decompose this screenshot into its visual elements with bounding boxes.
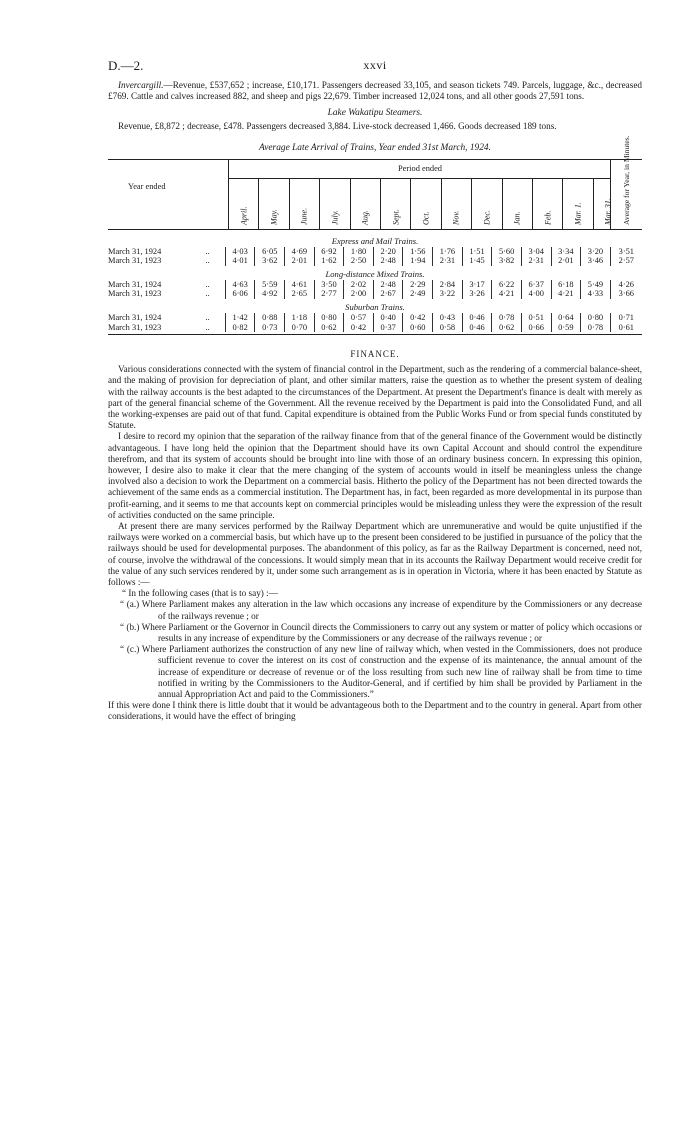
table-cell: 0·57	[343, 313, 373, 323]
table-cell: 1·56	[402, 247, 432, 257]
table-cell: 2·65	[284, 289, 314, 299]
invercargill-label: Invercargill.	[118, 80, 164, 90]
table-cell: 1·76	[432, 247, 462, 257]
table-cell: 0·60	[402, 323, 432, 333]
finance-heading: FINANCE.	[350, 349, 400, 360]
statute-clause-c: “ (c.) Where Parliament authorizes the construction of any new line of railway which, when vested in the Commissioners, does not produce sufficient revenue to cover the interest on its cost of construction and the expense of its maintenance, the annual amount of the increase of expenditure or decrease of revenue or of the loss resulting from such new line of railway shall be from time to time notified in writing by the Commissioners to the Auditor-General, and if certified by him shall be provided by Parliament in the annual Appropriation Act and paid to the Commissioners.”	[120, 644, 642, 700]
table-cell: 2·77	[314, 289, 344, 299]
average-header-line-1: Average for	[622, 188, 631, 225]
table-cell: 4·01	[225, 256, 255, 266]
table-cell: 1·94	[402, 256, 432, 266]
table-cell: 5·49	[580, 280, 610, 290]
table-cell: 0·71	[610, 313, 642, 323]
row-year: March 31, 1923	[108, 289, 162, 299]
table-cell: 6·37	[521, 280, 551, 290]
month-header-label: Jan.	[512, 211, 522, 225]
table-cell: 2·29	[402, 280, 432, 290]
train-group-heading: Suburban Trains.	[345, 301, 405, 312]
table-cell: 4·61	[284, 280, 314, 290]
table-cell: 6·22	[491, 280, 521, 290]
year-ended-header: Year ended	[128, 181, 166, 191]
month-header-label: Nov.	[451, 210, 461, 225]
month-header-label: Oct.	[421, 211, 431, 225]
month-header-label: Mar. 31.	[603, 197, 613, 225]
table-cell: 3·50	[314, 280, 344, 290]
invercargill-text: —Revenue, £537,652 ; increase, £10,171. Passengers decreased 33,105, and season tickets 749. Parcels, luggage, &c., decreased £769. Cattle and calves increased 882, and sheep and pigs 22,679. Timber increased 12,024 tons, and all other goods 27,591 tons.	[108, 80, 642, 102]
table-cell: 0·42	[402, 313, 432, 323]
month-header-col	[289, 178, 319, 229]
month-header-label: Feb.	[543, 210, 553, 225]
row-year: March 31, 1924	[108, 246, 162, 256]
row-year: March 31, 1923	[108, 256, 162, 266]
table-cell: 0·46	[462, 323, 492, 333]
table-cell: 1·45	[462, 256, 492, 266]
month-header-col	[562, 178, 592, 229]
table-cell: 1·42	[225, 313, 255, 323]
table-cell: 4·26	[610, 280, 642, 290]
row-year: March 31, 1923	[108, 322, 162, 332]
month-header-col	[471, 178, 501, 229]
month-header-label: April.	[239, 206, 249, 225]
table-cell: 3·82	[491, 256, 521, 266]
month-header-label: June.	[299, 207, 309, 225]
table-cell: 4·92	[254, 289, 284, 299]
table-cell: 0·78	[580, 323, 610, 333]
table-cell: 2·31	[521, 256, 551, 266]
table-cell: 3·34	[551, 247, 581, 257]
table-cell: 0·59	[551, 323, 581, 333]
table-cell: 0·88	[254, 313, 284, 323]
table-cell: 2·48	[373, 280, 403, 290]
table-cell: 0·62	[314, 323, 344, 333]
leader-dots: ..	[205, 289, 210, 299]
table-cell: 2·02	[343, 280, 373, 290]
average-header-line-2: Year,	[622, 171, 631, 188]
leader-dots: ..	[205, 246, 210, 256]
document-page	[108, 58, 642, 723]
table-cell: 2·48	[373, 256, 403, 266]
statute-clause-b: “ (b.) Where Parliament or the Governor in Council directs the Commissioners to carry out any system or matter of policy which occasions or results in any increase of expenditure by the Commissioners or any decrease of the railways revenue ; or	[120, 621, 642, 644]
month-header-col	[502, 178, 532, 229]
table-cell: 0·58	[432, 323, 462, 333]
table-cell: 3·66	[610, 289, 642, 299]
table-cell: 0·66	[521, 323, 551, 333]
wakatipu-heading: Lake Wakatipu Steamers.	[327, 108, 423, 119]
table-cell: 0·73	[254, 323, 284, 333]
table-cell: 2·67	[373, 289, 403, 299]
train-group-heading: Long-distance Mixed Trains.	[325, 268, 425, 279]
finance-paragraph-4: If this were done I think there is little doubt that it would be advantageous both to the Department and to the country in general. Apart from other considerations, it would have the effect of bringing	[108, 700, 642, 722]
month-header-col	[228, 178, 258, 229]
table-cell: 4·21	[491, 289, 521, 299]
page-number: xxvi	[363, 58, 387, 72]
page-header	[108, 58, 642, 80]
table-cell: 0·62	[491, 323, 521, 333]
table-cell: 0·46	[462, 313, 492, 323]
table-cell: 4·33	[580, 289, 610, 299]
table-cell: 5·60	[491, 247, 521, 257]
table-cell: 2·57	[610, 256, 642, 266]
finance-paragraph-1: Various considerations connected with the system of financial control in the Department, such as the rendering of a commercial balance-sheet, and the making of provision for depreciation of plant, and other similar matters, raise the question as to whether the present system of dealing with the railway accounts is the best adapted to the circumstances of the Department. At present the Department's finance is dealt with merely as part of the general financial scheme of the Government. All the revenue received by the Department is paid into the Consolidated Fund, and all the working-expenses are paid out of that fund. Capital expenditure is obtained from the Public Works Fund or from special funds constituted by Statute.	[108, 364, 642, 431]
month-header-label: Aug.	[360, 209, 370, 225]
leader-dots: ..	[205, 256, 210, 266]
table-cell: 3·26	[462, 289, 492, 299]
invercargill-paragraph	[108, 80, 642, 102]
table-cell: 6·06	[225, 289, 255, 299]
table-cell: 2·01	[551, 256, 581, 266]
table-cell: 4·63	[225, 280, 255, 290]
table-cell: 6·18	[551, 280, 581, 290]
table-cell: 2·20	[373, 247, 403, 257]
table-cell: 0·82	[225, 323, 255, 333]
table-row	[108, 247, 642, 257]
table-cell: 4·69	[284, 247, 314, 257]
table-cell: 2·50	[343, 256, 373, 266]
table-cell: 0·37	[373, 323, 403, 333]
month-header-col	[380, 178, 410, 229]
month-header-label: Sept.	[391, 208, 401, 225]
month-header-label: July.	[330, 209, 340, 225]
leader-dots: ..	[205, 322, 210, 332]
period-ended-header: Period ended	[228, 160, 611, 179]
table-cell: 0·80	[314, 313, 344, 323]
table-cell: 4·21	[551, 289, 581, 299]
table-cell: 1·51	[462, 247, 492, 257]
leader-dots: ..	[205, 312, 210, 322]
table-cell: 3·04	[521, 247, 551, 257]
table-cell: 0·51	[521, 313, 551, 323]
table-cell: 1·80	[343, 247, 373, 257]
table-cell: 1·62	[314, 256, 344, 266]
table-cell: 3·20	[580, 247, 610, 257]
finance-paragraph-2: I desire to record my opinion that the separation of the railway finance from that of the general finance of the Government would be distinctly advantageous. I have long held the opinion that the Department should have its own Capital Account and should control the expenditure therefrom, and that its system of accounts should be brought into line with those of an ordinary business concern. In expressing this opinion, however, I desire also to make it clear that the mere changing of the system of accounts would in itself be meaningless unless the change involved also a decision to work the Department on a commercial basis. Hitherto the policy of the Department has not been directed towards the achievement of the same ends as a commercial institution. The Department has, in fact, been regarded as more developmental in its purpose than profit-earning, and it seems to me that accounts kept on commercial principles would be misleading unless they were the expression of the result of activities conducted on the same principle.	[108, 431, 642, 520]
table-cell: 5·59	[254, 280, 284, 290]
table-cell: 0·61	[610, 323, 642, 333]
month-header-label: Mar. 1.	[573, 201, 583, 225]
table-cell: 0·43	[432, 313, 462, 323]
table-cell: 6·05	[254, 247, 284, 257]
row-year: March 31, 1924	[108, 279, 162, 289]
train-group-heading: Express and Mail Trains.	[331, 235, 419, 246]
table-cell: 0·40	[373, 313, 403, 323]
wakatipu-paragraph: Revenue, £8,872 ; decrease, £478. Passengers decreased 3,884. Live-stock decreased 1,466. Goods decreased 189 tons.	[118, 121, 557, 132]
finance-paragraph-3: At present there are many services performed by the Railway Department which are unremunerative and would be quite unjustified if the railways were worked on a commercial basis, but which have up to the present been considered to be justified in pursuance of the policy that the railways should be used for developmental purposes. The abandonment of this policy, as far as the Railway Department is concerned, need not, of course, involve the withdrawal of the concessions. It would simply mean that in its accounts the Railway Department would receive credit for the value of any such services rendered by it, under some such arrangement as is in operation in Victoria, where it has been enacted by Statute as follows :—	[108, 521, 642, 588]
table-cell: 2·49	[402, 289, 432, 299]
table-cell: 0·78	[491, 313, 521, 323]
table-cell: 2·01	[284, 256, 314, 266]
month-header-col	[350, 178, 380, 229]
table-row	[108, 289, 642, 299]
table-cell: 3·17	[462, 280, 492, 290]
document-reference: D.—2.	[108, 58, 144, 73]
table-row	[108, 280, 642, 290]
average-header	[610, 134, 643, 229]
table-cell: 4·00	[521, 289, 551, 299]
table-title: Average Late Arrival of Trains, Year ended 31st March, 1924.	[259, 142, 491, 153]
month-header-col	[319, 178, 349, 229]
table-cell: 0·64	[551, 313, 581, 323]
table-cell: 0·80	[580, 313, 610, 323]
table-row	[108, 323, 642, 333]
table-cell: 4·03	[225, 247, 255, 257]
month-header-label: May.	[269, 208, 279, 225]
table-cell: 2·84	[432, 280, 462, 290]
month-header-col	[258, 178, 288, 229]
table-cell: 0·70	[284, 323, 314, 333]
statute-clause-a: “ (a.) Where Parliament makes any alteration in the law which occasions any increase of expenditure by the Commissioners or any decrease of the railways revenue ; or	[120, 599, 642, 621]
table-cell: 3·22	[432, 289, 462, 299]
table-cell: 1·18	[284, 313, 314, 323]
month-header-row	[228, 178, 642, 229]
month-header-col	[441, 178, 471, 229]
table-body	[108, 233, 642, 336]
table-row	[108, 313, 642, 323]
table-row	[108, 256, 642, 266]
average-header-line-3: in Minutes.	[622, 134, 631, 170]
table-cell: 6·92	[314, 247, 344, 257]
month-header-label: Dec.	[482, 209, 492, 225]
statute-quote-intro: “ In the following cases (that is to say) :—	[122, 588, 278, 599]
table-cell: 0·42	[343, 323, 373, 333]
table-cell: 2·31	[432, 256, 462, 266]
leader-dots: ..	[205, 279, 210, 289]
table-cell: 3·51	[610, 247, 642, 257]
table-cell: 3·62	[254, 256, 284, 266]
month-header-col	[410, 178, 440, 229]
month-header-col	[532, 178, 562, 229]
table-cell: 3·46	[580, 256, 610, 266]
row-year: March 31, 1924	[108, 312, 162, 322]
table-cell: 2·00	[343, 289, 373, 299]
